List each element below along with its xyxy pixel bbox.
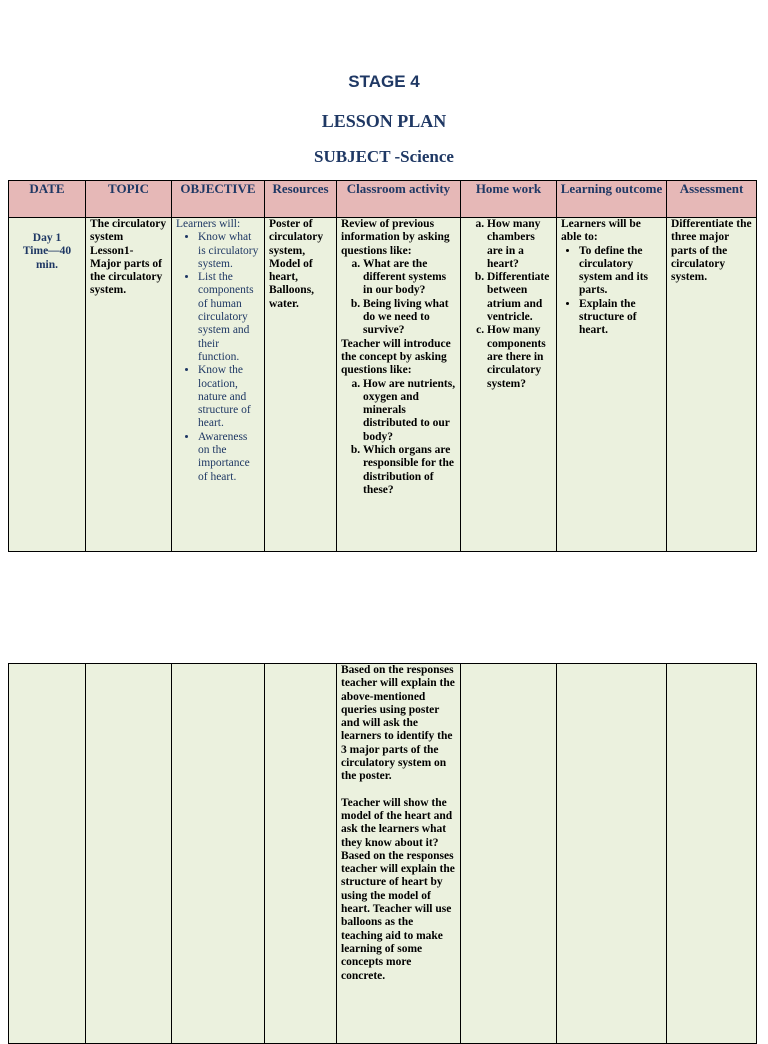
date-cell [9, 218, 86, 552]
objective-intro: Learners will: [176, 218, 241, 230]
topic-subtitle: Major parts of the circulatory system. [90, 257, 163, 297]
classroom-activity-cell [337, 664, 461, 1044]
activity-concept-list [341, 378, 456, 498]
objective-cell [172, 218, 265, 552]
table-header-row [9, 181, 757, 218]
assessment-cell [667, 664, 757, 1044]
column-header-assessment: Assessment [667, 181, 757, 218]
list-item: a. How are nutrients, oxygen and minerals distributed to our body? [363, 378, 456, 444]
date-cell [9, 664, 86, 1044]
outcome-intro: Learners will be able to: [561, 218, 641, 244]
list-item: • Know what is circulatory system. [198, 231, 260, 271]
topic-lesson: Lesson1- [90, 244, 134, 257]
homework-list [465, 218, 552, 391]
activity-paragraph: Teacher will show the model of the heart and ask the learners what they know about it? Based on the responses teacher will explain the structure of heart by using the model of heart. Teacher will use balloons as the teaching aid to make learning of some concepts more concrete. [341, 796, 455, 982]
list-item: b. Which organs are responsible for the distribution of these? [363, 444, 456, 497]
activity-paragraph: Based on the responses teacher will explain the above-mentioned queries using poster and will ask the learners to identify the 3 major parts of the circulatory system on the poster. [341, 664, 455, 783]
activity-review-list [341, 258, 456, 338]
stage-title: STAGE 4 [348, 72, 420, 91]
homework-cell [461, 664, 557, 1044]
resources-cell [265, 664, 337, 1044]
topic-cell [86, 664, 172, 1044]
lesson-plan-table-continued [8, 663, 757, 1044]
list-item: • Know the location, nature and structure of heart. [198, 364, 260, 430]
outcome-list [561, 245, 662, 338]
table-row [9, 218, 757, 552]
objective-cell [172, 664, 265, 1044]
list-item: • To define the circulatory system and its parts. [579, 245, 662, 298]
lesson-plan-title: LESSON PLAN [321, 111, 447, 131]
list-item: c. How many components are there in circulatory system? [487, 324, 552, 390]
activity-intro: Review of previous information by asking questions like: [341, 218, 450, 257]
column-header-classroom-activity: Classroom activity [337, 181, 461, 218]
column-header-topic: TOPIC [86, 181, 172, 218]
list-item: b. Differentiate between atrium and ventricle. [487, 271, 552, 324]
column-header-objective: OBJECTIVE [172, 181, 265, 218]
column-header-resources: Resources [265, 181, 337, 218]
table-row [9, 664, 757, 1044]
date-day: Day 1 [32, 232, 62, 244]
lesson-plan-table [8, 180, 757, 552]
column-header-learning-outcome: Learning outcome [557, 181, 667, 218]
paragraph-gap [341, 784, 456, 797]
learning-outcome-cell [557, 218, 667, 552]
list-item: b. Being living what do we need to survive? [363, 298, 456, 338]
assessment-cell: Differentiate the three major parts of the circulatory system. [667, 218, 757, 552]
list-item: • List the components of human circulatory system and their function. [198, 271, 260, 364]
date-time: Time—40 min. [22, 245, 72, 271]
topic-text: The circulatory system [90, 218, 167, 244]
column-header-date: DATE [9, 181, 86, 218]
activity-concept-intro: Teacher will introduce the concept by asking questions like: [341, 337, 451, 377]
homework-cell [461, 218, 557, 552]
subject-title: SUBJECT -Science [314, 147, 454, 166]
classroom-activity-cell [337, 218, 461, 552]
list-item: a. What are the different systems in our body? [363, 258, 456, 298]
learning-outcome-cell [557, 664, 667, 1044]
resources-cell: Poster of circulatory system, Model of heart, Balloons, water. [265, 218, 337, 552]
list-item: • Awareness on the importance of heart. [198, 431, 260, 484]
list-item: a. How many chambers are in a heart? [487, 218, 552, 271]
column-header-homework: Home work [461, 181, 557, 218]
topic-cell [86, 218, 172, 552]
list-item: • Explain the structure of heart. [579, 298, 662, 338]
objective-list [176, 231, 260, 484]
